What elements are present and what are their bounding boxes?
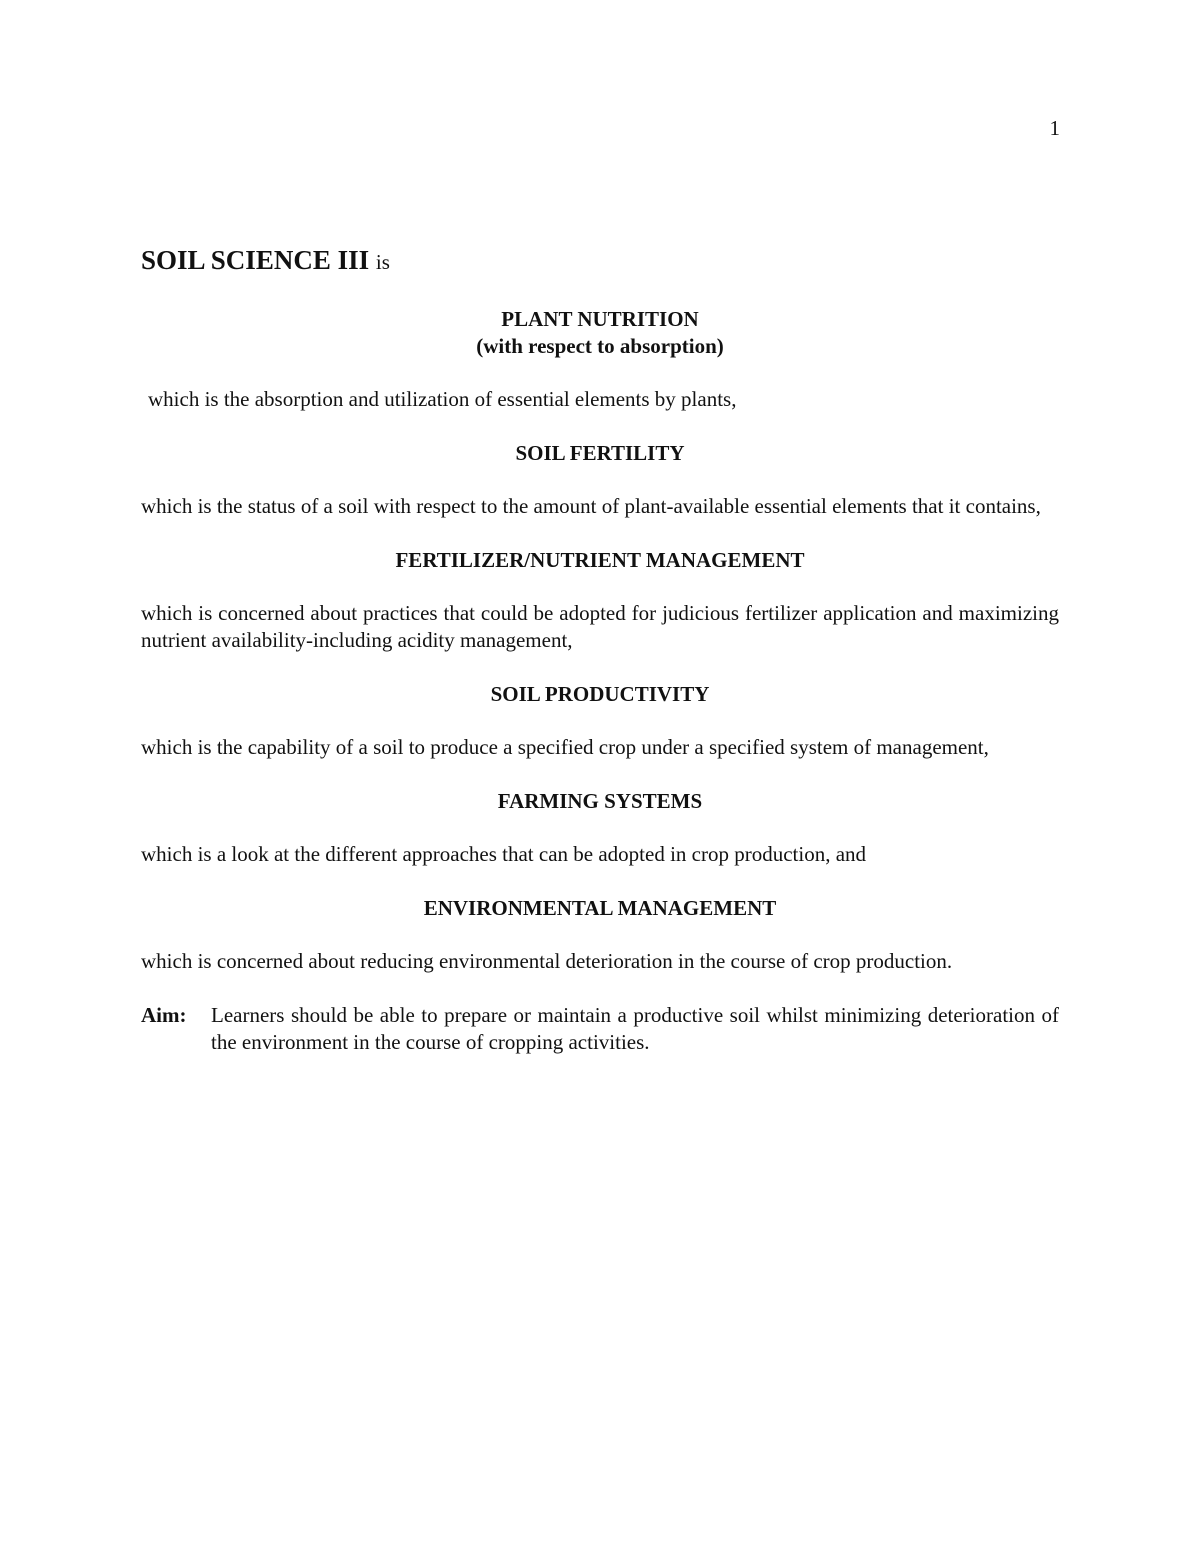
section-description: which is concerned about practices that could be adopted for judicious fertilizer application and maximizing nutrient availability-including acidity management, [141, 601, 1059, 652]
section-description: which is a look at the different approaches that can be adopted in crop production, and [141, 842, 867, 866]
aim-label: Aim: [141, 1003, 187, 1027]
aim-text: Learners should be able to prepare or maintain a productive soil whilst minimizing deterioration of the environment in the course of cropping activities. [211, 1003, 1059, 1054]
title-main: SOIL SCIENCE III [141, 245, 370, 275]
section-plant-nutrition [141, 306, 1059, 413]
section-farming-systems [141, 788, 1059, 868]
section-heading: FARMING SYSTEMS [497, 789, 703, 813]
section-soil-fertility [141, 440, 1059, 520]
section-description: which is the status of a soil with respect to the amount of plant-available essential elements that it contains, [141, 494, 1041, 518]
section-description: which is concerned about reducing environmental deterioration in the course of crop production. [141, 949, 953, 973]
page-number: 1 [1049, 116, 1060, 140]
aim-statement [141, 1002, 1059, 1056]
title-suffix: is [375, 250, 390, 274]
section-description: which is the absorption and utilization of essential elements by plants, [148, 387, 737, 411]
section-heading: SOIL FERTILITY [515, 441, 685, 465]
document-title [141, 240, 1059, 282]
document-body [141, 240, 1059, 1056]
section-description: which is the capability of a soil to produce a specified crop under a specified system of management, [141, 735, 989, 759]
section-heading: SOIL PRODUCTIVITY [490, 682, 710, 706]
section-fertilizer-nutrient-management [141, 547, 1059, 654]
section-subheading: (with respect to absorption) [476, 334, 724, 358]
section-heading: FERTILIZER/NUTRIENT MANAGEMENT [395, 548, 805, 572]
section-heading: ENVIRONMENTAL MANAGEMENT [423, 896, 777, 920]
section-environmental-management [141, 895, 1059, 975]
section-heading: PLANT NUTRITION [501, 307, 699, 331]
section-soil-productivity [141, 681, 1059, 761]
